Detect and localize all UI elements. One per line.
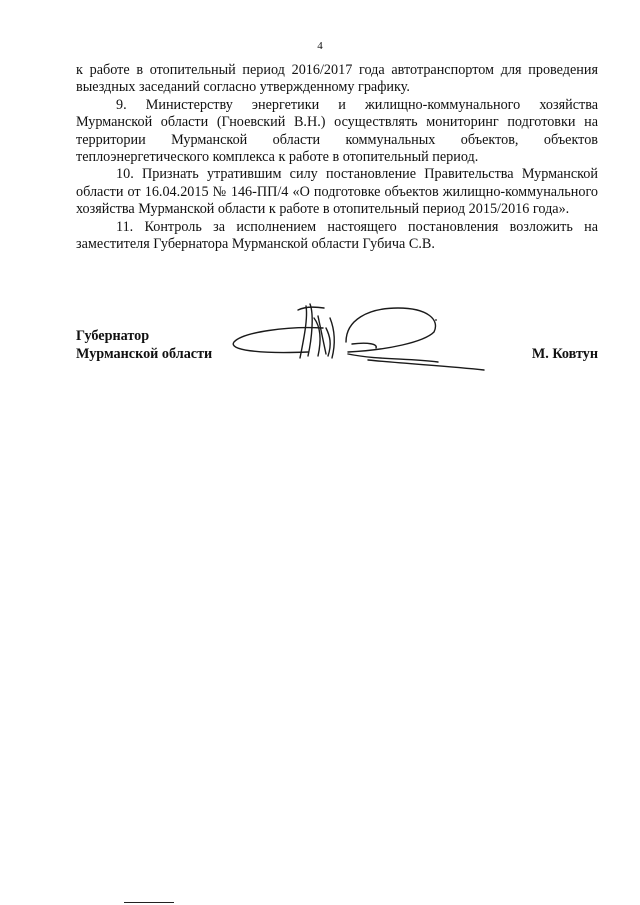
signatory-title-line1: Губернатор [76,328,150,344]
paragraph-continuation: к работе в отопительный период 2016/2017 года автотранспортом для проведения выездных заседаний согласно утвержденному графику. [76,62,598,96]
paragraph-item-11: 11. Контроль за исполнением настоящего постановления возложить на заместителя Губернатора Мурманской области Губича С.В. [76,218,598,253]
paragraph-item-10: 10. Признать утратившим силу постановление Правительства Мурманской области от 16.04.2015 № 146-ПП/4 «О подготовке объектов жилищно-коммунального хозяйства Мурманской области к работе в отопительный период 2015/2016 года». [76,166,598,218]
signatory-name: М. Ковтун [531,346,598,362]
document-body [76,62,598,253]
page-number: 4 [317,40,323,52]
signatory-title [76,327,212,363]
footer-divider [124,902,174,903]
handwritten-signature-icon [228,298,486,378]
paragraph-item-9: 9. Министерству энергетики и жилищно-коммунального хозяйства Мурманской области (Гноевский В.Н.) осуществлять мониторинг подготовки на территории Мурманской области коммунальных объектов, объектов теплоэнергетического комплекса к работе в отопительный период. [76,96,598,166]
signatory-title-line2: Мурманской области [76,346,213,362]
